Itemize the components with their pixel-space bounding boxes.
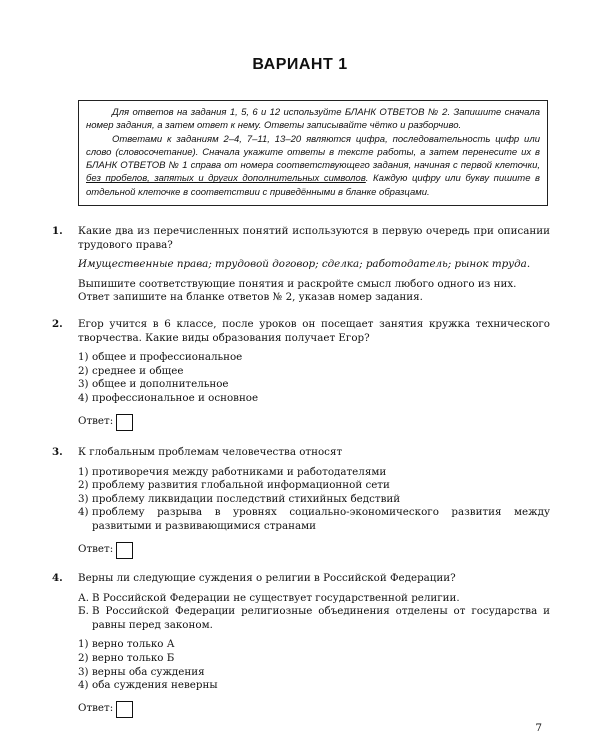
answer-box[interactable] — [116, 542, 133, 559]
option-number: 3) — [78, 492, 89, 505]
question-task: Ответ запишите на бланке ответов № 2, указав номер задания. — [78, 291, 423, 304]
option-3 — [78, 493, 550, 507]
option-4 — [78, 392, 550, 406]
question-text: К глобальным проблемам человечества относят — [78, 446, 343, 458]
page-title: ВАРИАНТ 1 — [252, 56, 348, 73]
option-number: 4) — [78, 679, 89, 692]
question-number: 1. — [52, 225, 63, 237]
option-number: 2) — [78, 479, 89, 492]
option-text: среднее и общее — [92, 364, 184, 377]
option-number: 3) — [78, 665, 89, 678]
answer-box[interactable] — [116, 701, 133, 718]
option-text: оба суждения неверны — [92, 679, 218, 692]
option-2 — [78, 652, 550, 666]
instructions-underlined-text: без пробелов, запятых и других дополнительных символов — [86, 173, 366, 185]
question-number: 2. — [52, 318, 63, 330]
question-1 — [40, 225, 550, 305]
question-text: Верны ли следующие суждения о религии в Российской Федерации? — [78, 572, 456, 584]
instructions-box — [78, 100, 548, 206]
option-text: профессиональное и основное — [92, 391, 259, 404]
question-text: Какие два из перечисленных понятий используются в первую очередь при описании трудового права? — [78, 225, 550, 251]
answer-row — [78, 542, 550, 559]
question-number: 3. — [52, 446, 63, 458]
option-text: проблему разрыва в уровнях социально-экономического развития между развитыми и развивающимися странами — [92, 506, 550, 532]
instructions-paragraph-2 — [86, 133, 540, 199]
statement-text: В Российской Федерации религиозные объединения отделены от государства и равны перед законом. — [92, 605, 550, 631]
question-text: Егор учится в 6 классе, после уроков он посещает занятия кружка технического творчества. Какие виды образования получает Егор? — [78, 318, 550, 344]
answer-label: Ответ: — [78, 415, 114, 428]
option-number: 1) — [78, 465, 89, 478]
option-1 — [78, 638, 550, 652]
option-number: 4) — [78, 391, 89, 404]
option-number: 1) — [78, 351, 89, 364]
question-2 — [40, 318, 550, 431]
option-text: проблему ликвидации последствий стихийных бедствий — [92, 492, 401, 505]
option-2 — [78, 365, 550, 379]
option-number: 4) — [78, 506, 89, 519]
instructions-text: Ответами к заданиям 2–4, 7–11, 13–20 являются цифра, последовательность цифр или слово (словосочетание). Сначала укажите ответы в тексте работы, а затем перенесите их в БЛАНК ОТВЕТОВ № 1 справа от номера соответствующего задания, начиная с первой клеточки, — [86, 133, 540, 172]
option-text: проблему развития глобальной информационной сети — [92, 479, 390, 492]
answer-row — [78, 414, 550, 431]
option-4 — [78, 679, 550, 693]
instructions-paragraph-1: Для ответов на задания 1, 5, 6 и 12 используйте БЛАНК ОТВЕТОВ № 2. Запишите сначала номер задания, а затем ответ к нему. Ответы записывайте чётко и разборчиво. — [86, 107, 540, 132]
option-number: 1) — [78, 638, 89, 651]
statement-letter: Б. — [78, 605, 89, 618]
option-number: 3) — [78, 378, 89, 391]
question-task: Выпишите соответствующие понятия и раскройте смысл любого одного из них. — [78, 277, 517, 290]
statement-letter: А. — [78, 591, 90, 604]
option-4 — [78, 506, 550, 533]
option-text: общее и дополнительное — [92, 378, 229, 391]
option-1 — [78, 466, 550, 480]
answer-label: Ответ: — [78, 702, 114, 715]
statement-text: В Российской Федерации не существует государственной религии. — [92, 591, 460, 604]
option-text: верно только А — [92, 638, 175, 651]
option-text: верно только Б — [92, 651, 175, 664]
option-1 — [78, 351, 550, 365]
question-terms: Имущественные права; трудовой договор; сделка; работодатель; рынок труда. — [78, 258, 531, 271]
option-number: 2) — [78, 651, 89, 664]
option-3 — [78, 378, 550, 392]
statement-a — [78, 592, 550, 606]
answer-box[interactable] — [116, 414, 133, 431]
option-text: общее и профессиональное — [92, 351, 243, 364]
option-text: противоречия между работниками и работодателями — [92, 465, 387, 478]
answer-row — [78, 701, 550, 718]
statement-b — [78, 605, 550, 632]
option-number: 2) — [78, 364, 89, 377]
question-4 — [40, 572, 550, 718]
option-3 — [78, 666, 550, 680]
option-text: верны оба суждения — [92, 665, 205, 678]
question-number: 4. — [52, 572, 63, 584]
instructions-text-end: . Каждую цифру или букву пишите в отдельной клеточке в соответствии с приведёнными в бланке образцами. — [86, 173, 540, 198]
option-2 — [78, 479, 550, 493]
page-number: 7 — [535, 722, 542, 734]
question-3 — [40, 446, 550, 559]
answer-label: Ответ: — [78, 543, 114, 556]
